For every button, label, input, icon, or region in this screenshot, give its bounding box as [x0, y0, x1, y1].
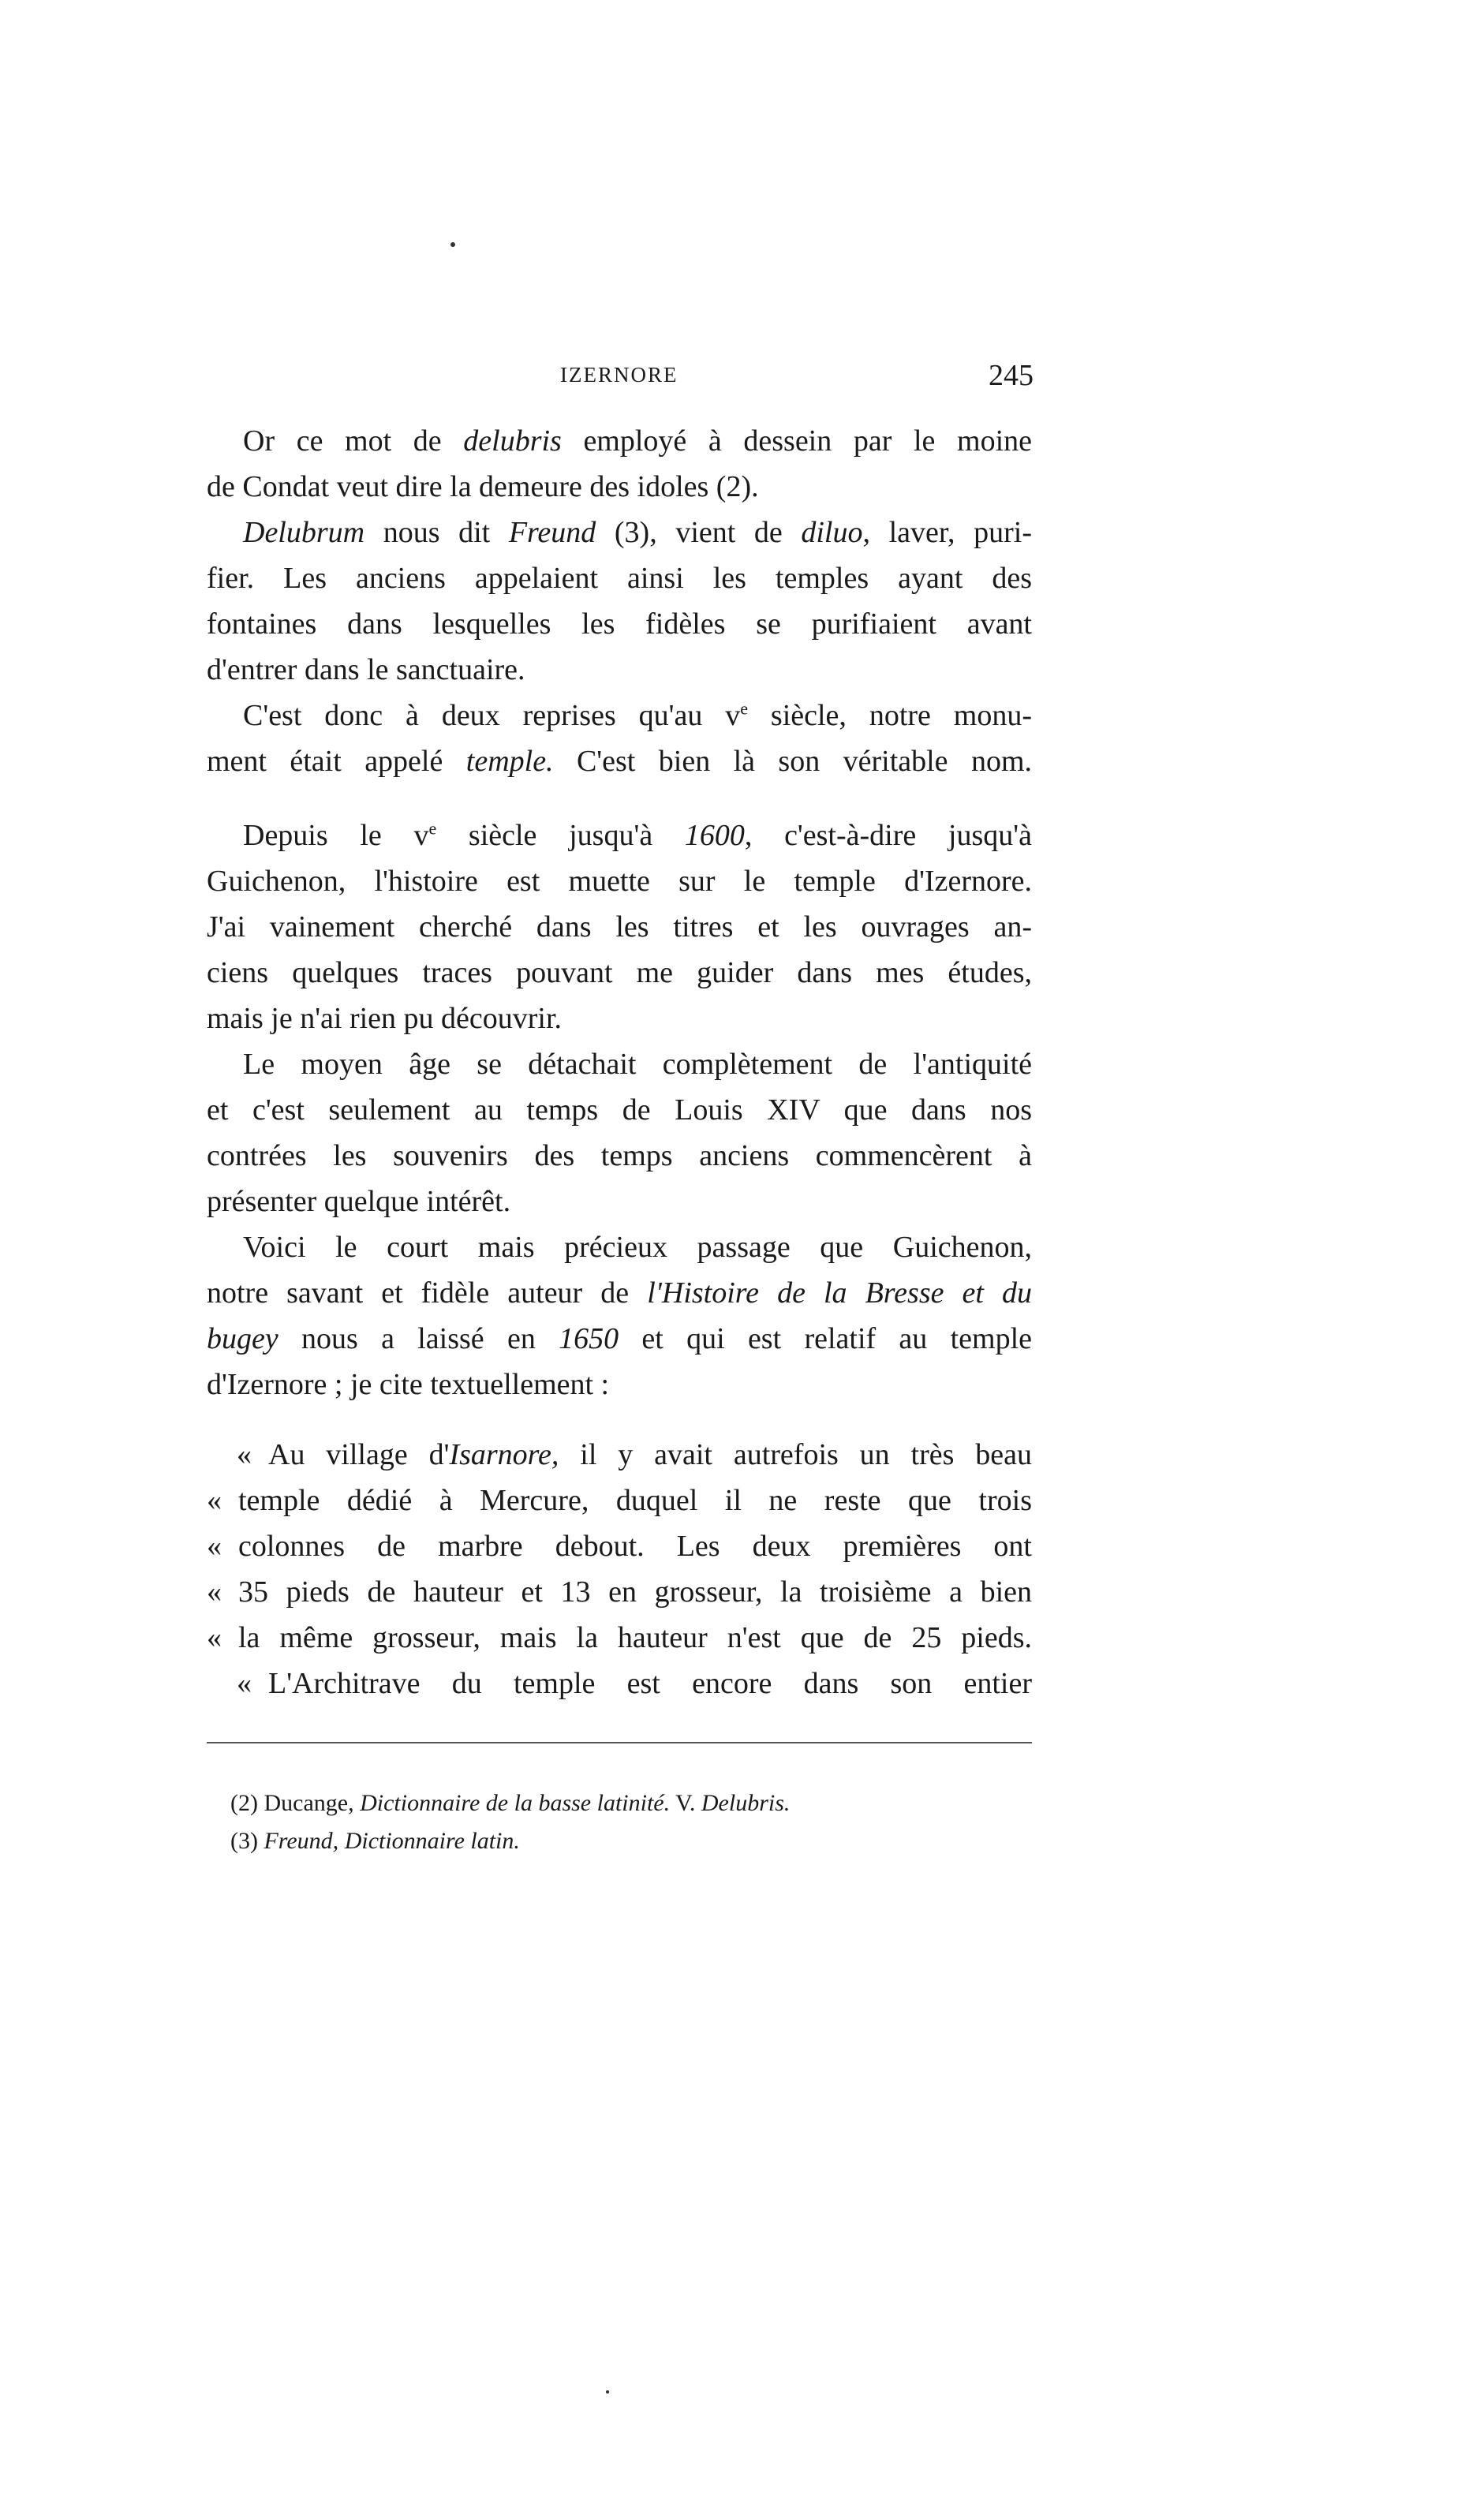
running-head [205, 359, 1034, 402]
quote-line: « L'Architrave du temple est encore dans son entier [237, 1667, 1032, 1700]
footnote-rule [207, 1742, 1032, 1743]
text-line: de Condat veut dire la demeure des idoles (2). [207, 470, 759, 503]
quotation [207, 1432, 1032, 1706]
text-line: Delubrum nous dit Freund (3), vient de diluo, laver, puri- [243, 516, 1032, 549]
text-block-2 [207, 813, 1032, 1407]
page-number: 245 [989, 359, 1034, 392]
quote-line: « 35 pieds de hauteur et 13 en grosseur, la troisième a bien [207, 1575, 1032, 1609]
footnote-2: (2) Ducange, Dictionnaire de la basse latinité. V. Delubris. [230, 1790, 791, 1816]
text-line: d'Izernore ; je cite textuellement : [207, 1368, 610, 1401]
text-line: Guichenon, l'histoire est muette sur le temple d'Izernore. [207, 865, 1032, 898]
running-title: IZERNORE [560, 363, 678, 387]
text-line: Or ce mot de delubris employé à dessein par le moine [243, 424, 1032, 458]
text-line: Le moyen âge se détachait complètement de l'antiquité [243, 1048, 1032, 1081]
text-block-1 [207, 418, 1032, 784]
text-line: ciens quelques traces pouvant me guider dans mes études, [207, 956, 1032, 989]
quote-line: « temple dédié à Mercure, duquel il ne reste que trois [207, 1484, 1032, 1517]
text-line: d'entrer dans le sanctuaire. [207, 653, 525, 686]
text-line: fontaines dans lesquelles les fidèles se purifiaient avant [207, 607, 1032, 641]
text-line: présenter quelque intérêt. [207, 1185, 511, 1218]
text-line: Voici le court mais précieux passage que Guichenon, [243, 1231, 1032, 1264]
text-line: J'ai vainement cherché dans les titres et les ouvrages an- [207, 910, 1032, 944]
ink-speck [606, 2390, 609, 2394]
text-line: fier. Les anciens appelaient ainsi les temples ayant des [207, 562, 1032, 595]
quote-line: « Au village d'Isarnore, il y avait autrefois un très beau [237, 1438, 1032, 1471]
text-line: bugey nous a laissé en 1650 et qui est relatif au temple [207, 1322, 1032, 1355]
text-line: C'est donc à deux reprises qu'au $v^e$ siècle, notre monu- [243, 698, 1033, 732]
text-line: et c'est seulement au temps de Louis XIV que dans nos [207, 1093, 1032, 1127]
footnotes [230, 1784, 1019, 1860]
text-line: notre savant et fidèle auteur de l'Histoire de la Bresse et du [207, 1276, 1032, 1310]
text-line: contrées les souvenirs des temps anciens commencèrent à [207, 1139, 1032, 1172]
text-line: ment était appelé temple. C'est bien là son véritable nom. [207, 745, 1033, 778]
footnote-3: (3) Freund, Dictionnaire latin. [230, 1828, 520, 1854]
text-line: Depuis le $v^e$ siècle jusqu'à 1600, c'est-à-dire jusqu'à [243, 818, 1032, 852]
quote-line: « la même grosseur, mais la hauteur n'est que de 25 pieds. [207, 1621, 1032, 1654]
text-line: mais je n'ai rien pu découvrir. [207, 1002, 563, 1035]
quote-line: « colonnes de marbre debout. Les deux premières ont [207, 1530, 1032, 1563]
ink-speck [450, 242, 455, 247]
